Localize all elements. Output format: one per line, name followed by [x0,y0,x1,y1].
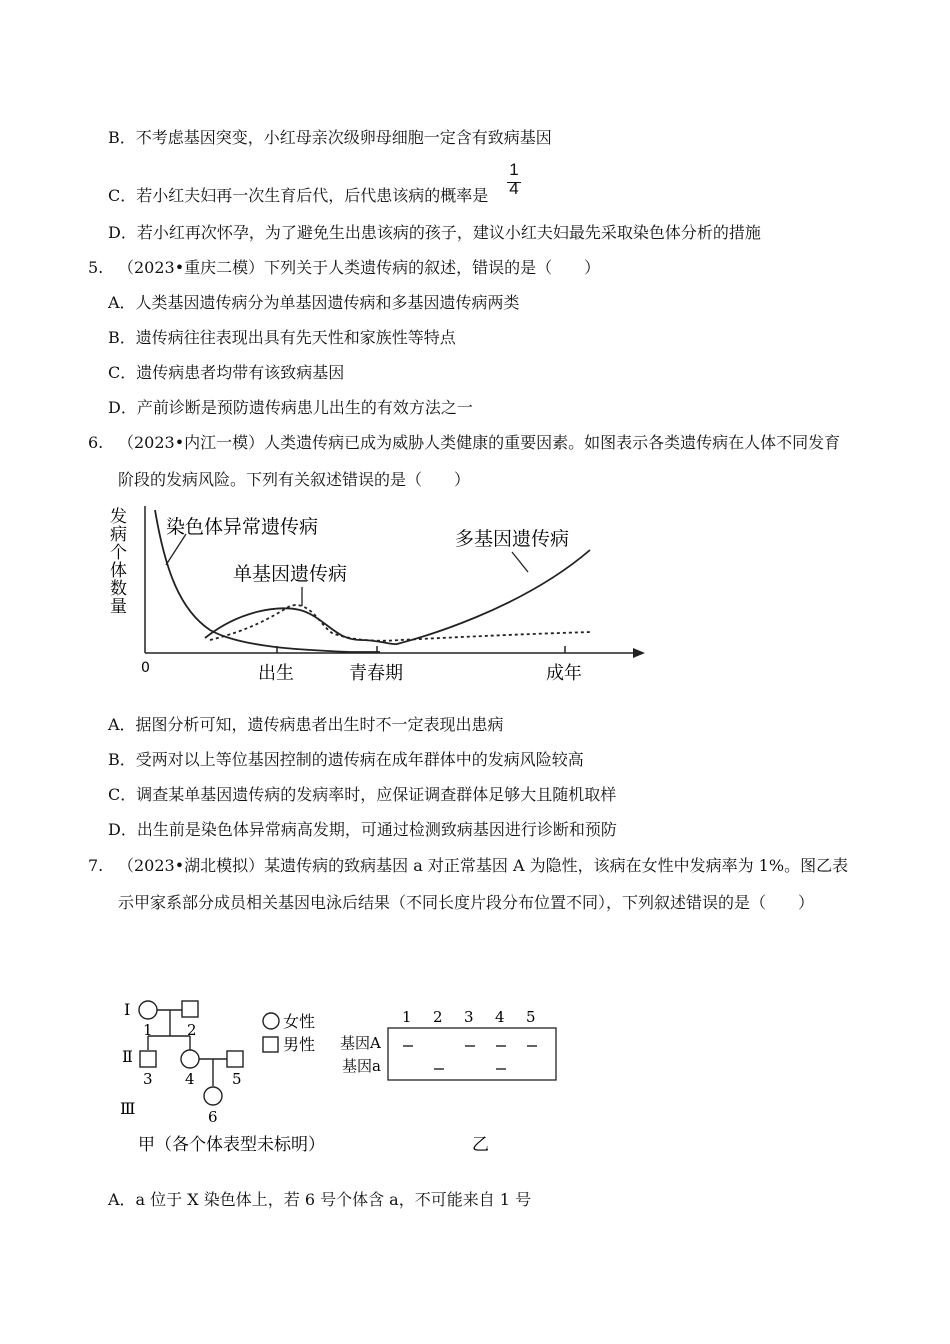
q5-number: 5. [88,258,104,277]
q5-stem: （2023•重庆二模）下列关于人类遗传病的叙述，错误的是（ ） [118,258,601,277]
y-axis-label-char: 病 [110,525,127,545]
y-axis-label-char: 数 [110,579,127,599]
y-axis-label-char: 个 [110,543,127,563]
lane-label-4: 4 [495,1008,505,1026]
figure-caption-yi: 乙 [472,1135,489,1155]
fraction [503,160,525,199]
q6-stem-line1: （2023•内江一模）人类遗传病已成为威胁人类健康的重要因素。如图表示各类遗传病在人体不同发育 [118,433,841,452]
fraction-denominator: 4 [509,179,519,198]
id-label-5: 5 [232,1070,242,1088]
q6-stem-line2: 阶段的发病风险。下列有关叙述错误的是（ ） [118,470,471,489]
gel-row-label-a-dominant: 基因A [340,1034,381,1052]
disease-risk-chart [100,500,660,690]
id-label-2: 2 [187,1021,197,1039]
figure-caption-jia: 甲（各个体表型未标明） [138,1135,325,1155]
fraction-numerator: 1 [509,160,519,179]
gel-bands [403,1046,537,1069]
q6-number: 6. [88,433,104,452]
q5-option-b: B．遗传病往往表现出具有先天性和家族性等特点 [108,328,456,347]
q6-option-c: C．调查某单基因遗传病的发病率时，应保证调查群体足够大且随机取样 [108,785,617,804]
gel-box [388,1028,556,1080]
x-axis-arrow [633,648,645,658]
y-axis-label-char: 体 [110,561,127,581]
individual-2-male [182,1001,198,1017]
tick-label-adult: 成年 [546,663,582,684]
lane-label-3: 3 [464,1008,474,1026]
id-label-1: 1 [143,1021,153,1039]
label-leader-polygenic [512,552,528,572]
q7-option-a: A．a 位于 X 染色体上，若 6 号个体含 a，不可能来自 1 号 [108,1190,532,1209]
series-label-single-gene: 单基因遗传病 [233,563,348,585]
q5-option-a: A．人类基因遗传病分为单基因遗传病和多基因遗传病两类 [108,293,520,312]
q4-option-b: B．不考虑基因突变，小红母亲次级卵母细胞一定含有致病基因 [108,128,552,147]
tick-label-puberty: 青春期 [349,663,403,684]
individual-3-male [140,1051,156,1067]
q7-stem-line2: 示甲家系部分成员相关基因电泳后结果（不同长度片段分布位置不同），下列叙述错误的是（ ） [118,893,815,912]
pedigree-and-gel-figure [110,990,580,1160]
y-axis-label-char: 量 [110,597,127,617]
q4-option-d: D．若小红再次怀孕，为了避免生出患该病的孩子，建议小红夫妇最先采取染色体分析的措施 [108,223,761,242]
series-label-chromosomal: 染色体异常遗传病 [166,516,319,538]
q7-stem-line1: （2023•湖北模拟）某遗传病的致病基因 a 对正常基因 A 为隐性，该病在女性中发病率为 1%。图乙表 [118,856,849,875]
origin-label: 0 [141,660,150,676]
label-leader-chromosomal [166,534,186,565]
gel-row-label-a-recessive: 基因a [342,1057,381,1075]
generation-label-i: I [124,1000,131,1019]
q5-option-c: C．遗传病患者均带有该致病基因 [108,363,345,382]
legend-female-label: 女性 [283,1012,316,1031]
tick-label-birth: 出生 [258,663,294,684]
legend-female-icon [263,1013,279,1029]
individual-4-female [181,1050,199,1068]
q6-option-a: A．据图分析可知，遗传病患者出生时不一定表现出患病 [108,715,504,734]
q7-number: 7. [88,856,104,875]
series-label-polygenic: 多基因遗传病 [455,528,570,550]
q6-option-b: B．受两对以上等位基因控制的遗传病在成年群体中的发病风险较高 [108,750,584,769]
y-axis-label [110,507,127,617]
y-axis-label-char: 发 [110,507,127,527]
q5-option-d: D．产前诊断是预防遗传病患儿出生的有效方法之一 [108,398,473,417]
lane-label-1: 1 [402,1008,412,1026]
generation-label-ii: Ⅱ [122,1047,133,1066]
individual-1-female [139,1001,157,1019]
lane-label-2: 2 [433,1008,443,1026]
id-label-6: 6 [208,1108,218,1126]
generation-label-iii: Ⅲ [120,1099,136,1118]
q6-option-d: D．出生前是染色体异常病高发期，可通过检测致病基因进行诊断和预防 [108,820,617,839]
q4-option-c: C．若小红夫妇再一次生育后代，后代患该病的概率是 [108,186,489,205]
legend-male-label: 男性 [283,1035,316,1054]
lane-label-5: 5 [526,1008,536,1026]
id-label-3: 3 [143,1070,153,1088]
id-label-4: 4 [185,1070,195,1088]
individual-6-female [204,1087,222,1105]
individual-5-male [227,1051,243,1067]
legend-male-icon [263,1037,278,1052]
